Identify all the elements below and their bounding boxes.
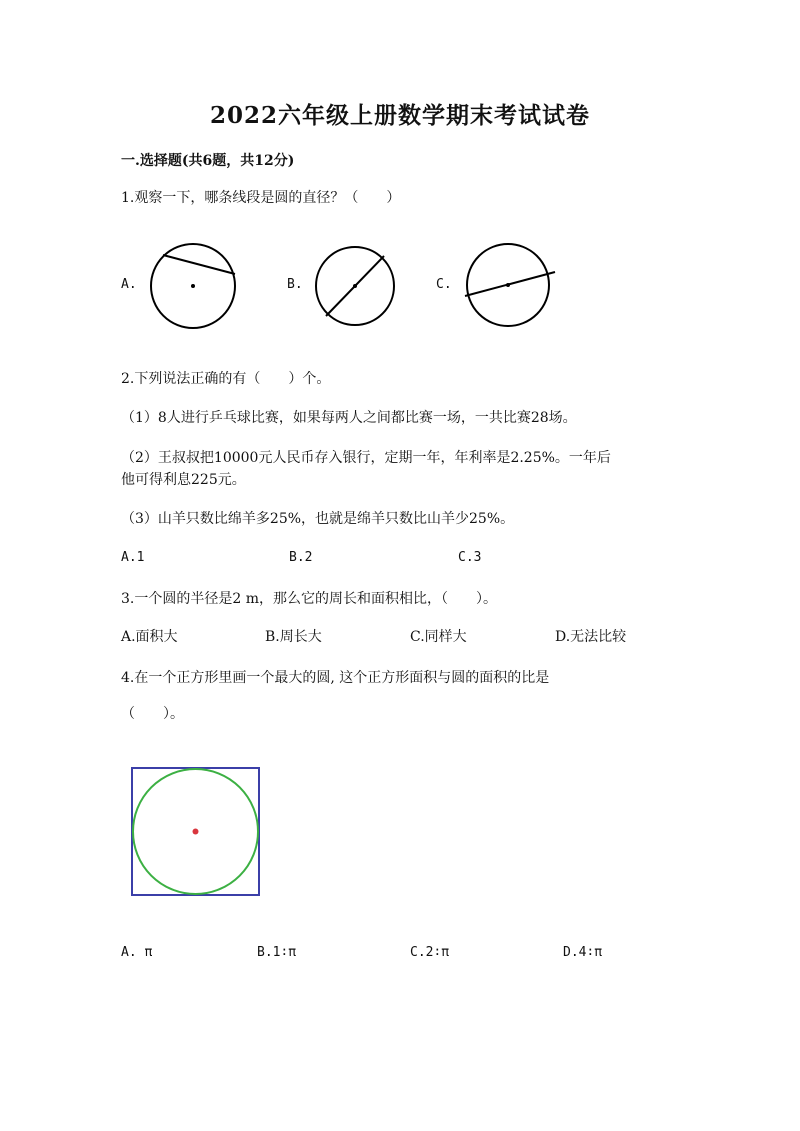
center-dot-b: [353, 284, 357, 288]
question-4-text-cont: （ ）。: [121, 706, 184, 722]
center-dot-a: [191, 284, 195, 288]
q1-option-b-label: B.: [287, 277, 303, 292]
line-c: [465, 272, 555, 296]
question-3-text: 3.一个圆的半径是2 m，那么它的周长和面积相比，（ ）。: [121, 591, 497, 607]
q3-option-c: C.同样大: [410, 629, 467, 645]
q2-statement-2b: 他可得利息225元。: [121, 472, 246, 488]
q2-statement-3: （3）山羊只数比绵羊多25%，也就是绵羊只数比山羊少25%。: [121, 511, 515, 527]
question-1-text: 1.观察一下，哪条线段是圆的直径？（ ）: [121, 190, 401, 206]
q2-statement-1: （1）8人进行乒乓球比赛，如果每两人之间都比赛一场，一共比赛28场。: [121, 410, 577, 426]
center-dot-c: [506, 283, 510, 287]
q4-option-a: A. π: [121, 945, 153, 960]
q1-option-a-label: A.: [121, 277, 137, 292]
q4-option-c: C.2∶π: [410, 945, 450, 960]
q1-figure-c: [461, 240, 561, 334]
q1-figure-b: [309, 240, 403, 334]
q4-option-b: B.1∶π: [257, 945, 297, 960]
q2-statement-2a: （2）王叔叔把10000元人民币存入银行，定期一年，年利率是2.25%。一年后: [121, 450, 611, 466]
circle-center-dot: [193, 829, 199, 835]
section-heading: 一.选择题(共6题，共12分): [121, 153, 295, 169]
q3-option-d: D.无法比较: [555, 629, 627, 645]
question-2-text: 2.下列说法正确的有（ ）个。: [121, 371, 331, 387]
q3-option-a: A.面积大: [121, 629, 178, 645]
q2-option-c: C.3: [458, 550, 482, 565]
q3-option-b: B.周长大: [265, 629, 322, 645]
q1-figure-a: [147, 240, 241, 334]
question-4-text: 4.在一个正方形里画一个最大的圆, 这个正方形面积与圆的面积的比是: [121, 670, 550, 686]
page-title: 2022六年级上册数学期末考试试卷: [209, 102, 590, 129]
q1-option-c-label: C.: [436, 277, 452, 292]
q2-option-b: B.2: [289, 550, 313, 565]
q2-option-a: A.1: [121, 550, 145, 565]
q4-option-d: D.4∶π: [563, 945, 603, 960]
square-circle-figure: [128, 764, 264, 900]
